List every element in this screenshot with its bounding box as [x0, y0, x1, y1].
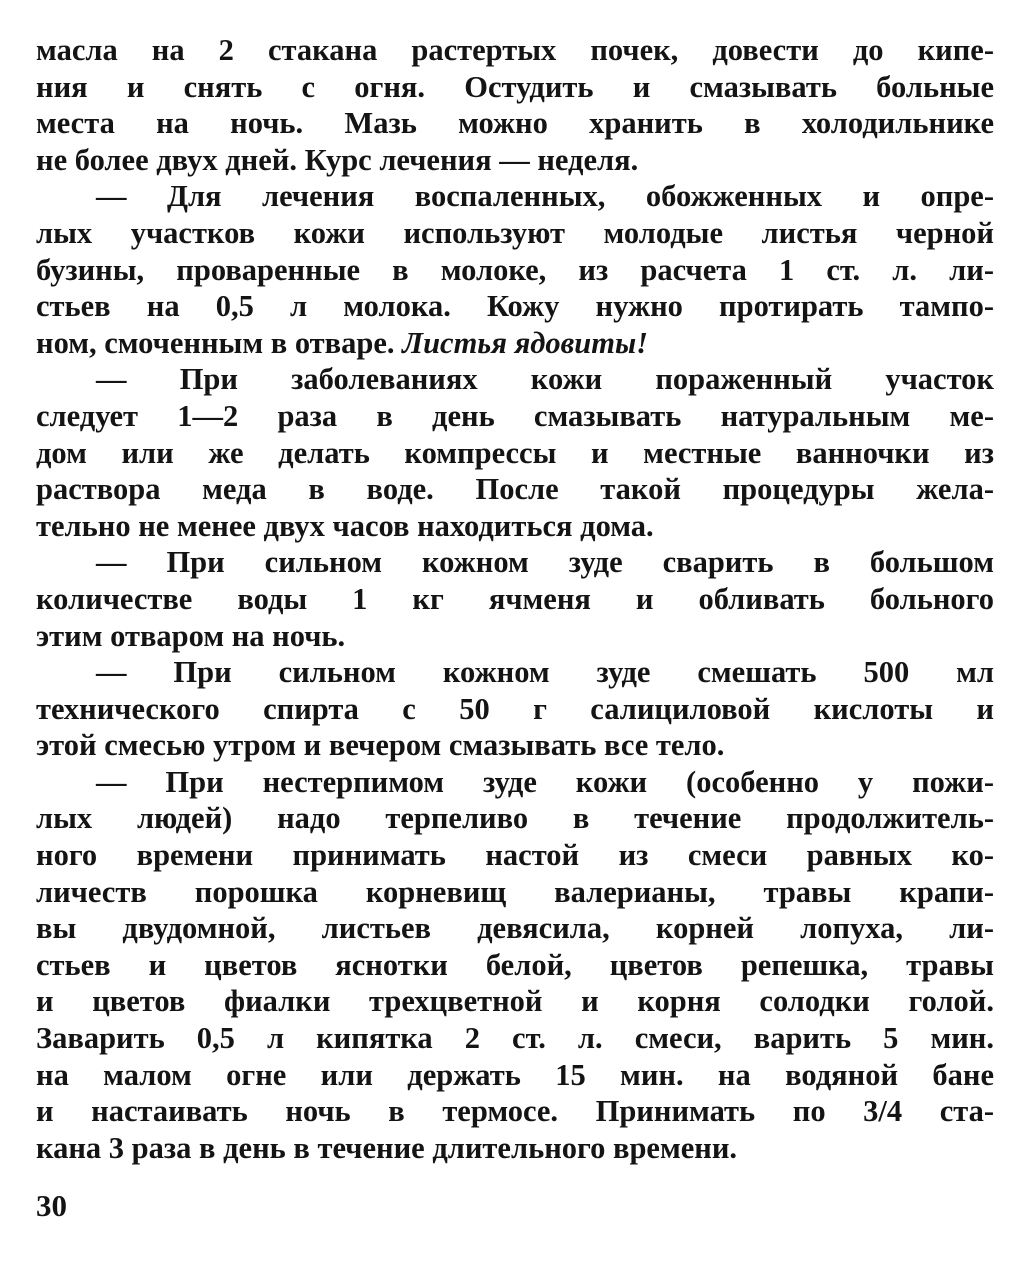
text-line [36, 471, 994, 508]
text-line-content: ном, смоченным в отваре. [36, 325, 395, 360]
text-line [36, 837, 994, 874]
text-line [36, 1057, 994, 1094]
text-line-content: тельно не менее двух часов находиться дома. [36, 508, 654, 543]
text-line [36, 1130, 994, 1167]
text-line [36, 508, 994, 545]
text-line-content: не более двух дней. Курс лечения — неделя. [36, 142, 639, 177]
text-line-content: Заварить 0,5 л кипятка 2 ст. л. смеси, варить 5 мин. [36, 1021, 994, 1056]
text-line [36, 800, 994, 837]
text-line [36, 215, 994, 252]
text-line [36, 325, 994, 362]
text-line [36, 691, 994, 728]
text-line [36, 983, 994, 1020]
text-line-content: ного времени принимать настой из смеси равных ко- [36, 838, 994, 873]
text-line [36, 910, 994, 947]
text-line [36, 178, 994, 215]
text-line [36, 581, 994, 618]
text-line [36, 69, 994, 106]
text-line-content: — При нестерпимом зуде кожи (особенно у пожи- [96, 764, 994, 799]
text-line-content: — При заболеваниях кожи пораженный участок [96, 362, 994, 397]
text-line-content: этим отваром на ночь. [36, 618, 346, 653]
text-line-content: — Для лечения воспаленных, обожженных и опре- [96, 179, 994, 214]
text-line [36, 288, 994, 325]
page-number: 30 [36, 1188, 67, 1223]
text-line [36, 32, 994, 69]
text-line-content: и настаивать ночь в термосе. Принимать по 3/4 ста- [36, 1094, 994, 1129]
text-line-content: кана 3 раза в день в течение длительного времени. [36, 1130, 738, 1165]
text-line-content: и цветов фиалки трехцветной и корня солодки голой. [36, 984, 994, 1019]
text-line [36, 764, 994, 801]
text-line-content: раствора меда в воде. После такой процедуры жела- [36, 472, 994, 507]
text-line [36, 947, 994, 984]
text-line [36, 105, 994, 142]
text-line-content: количестве воды 1 кг ячменя и обливать больного [36, 581, 994, 616]
text-line [36, 727, 994, 764]
text-line [36, 618, 994, 655]
text-line [36, 874, 994, 911]
text-line [36, 1020, 994, 1057]
text-line-content: — При сильном кожном зуде смешать 500 мл [96, 655, 994, 690]
text-line-content: лых участков кожи используют молодые листья черной [36, 215, 994, 250]
text-line-content: лых людей) надо терпеливо в течение продолжитель- [36, 801, 994, 836]
text-line-content: ния и снять с огня. Остудить и смазывать больные [36, 69, 994, 104]
text-line-content: — При сильном кожном зуде сварить в большом [96, 545, 994, 580]
text-line [36, 654, 994, 691]
text-line-content: вы двудомной, листьев девясила, корней лопуха, ли- [36, 911, 994, 946]
text-line [36, 544, 994, 581]
text-line-content: этой смесью утром и вечером смазывать все тело. [36, 728, 725, 763]
text-line-content: стьев и цветов яснотки белой, цветов репешка, травы [36, 947, 994, 982]
text-line-content: следует 1—2 раза в день смазывать натуральным ме- [36, 398, 994, 433]
text-line-content: дом или же делать компрессы и местные ванночки из [36, 435, 994, 470]
text-line [36, 1093, 994, 1130]
text-line-content: бузины, проваренные в молоке, из расчета 1 ст. л. ли- [36, 252, 994, 287]
text-line [36, 142, 994, 179]
text-line-content: личеств порошка корневищ валерианы, травы крапи- [36, 874, 994, 909]
text-line-content: на малом огне или держать 15 мин. на водяной бане [36, 1057, 994, 1092]
text-line [36, 361, 994, 398]
text-line-content: масла на 2 стакана растертых почек, довести до кипе- [36, 33, 994, 67]
body-text [36, 32, 994, 1166]
text-line [36, 252, 994, 289]
text-line [36, 435, 994, 472]
text-line-content: технического спирта с 50 г салициловой кислоты и [36, 691, 994, 726]
text-line-content: стьев на 0,5 л молока. Кожу нужно протирать тампо- [36, 289, 994, 324]
text-line [36, 398, 994, 435]
text-line-content: места на ночь. Мазь можно хранить в холодильнике [36, 106, 994, 141]
italic-warning: Листья ядовиты! [402, 325, 649, 360]
